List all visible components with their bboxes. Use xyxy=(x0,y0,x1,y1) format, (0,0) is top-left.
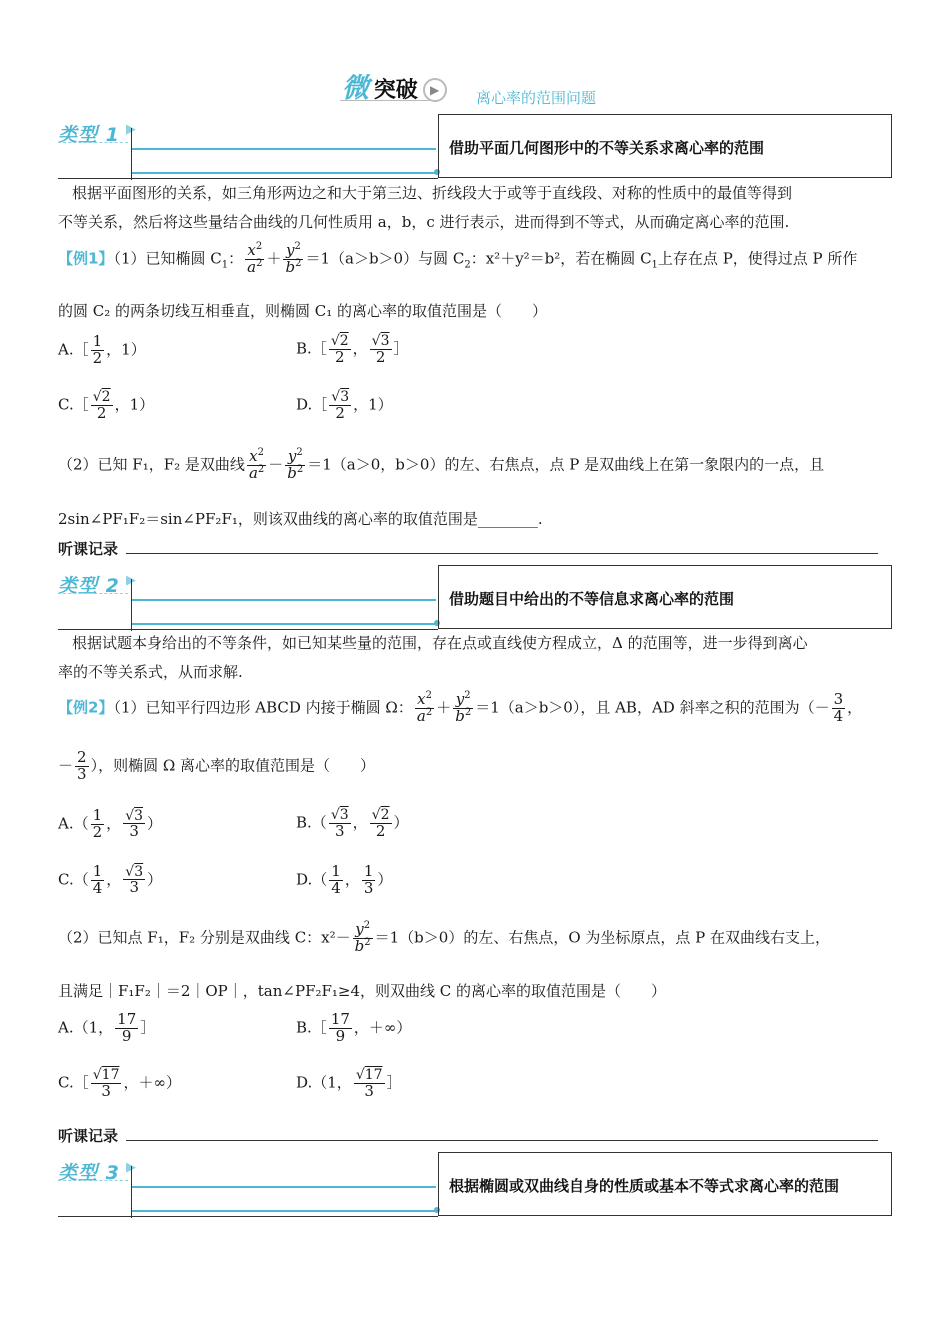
ex2-q2-line2: 且满足｜F₁F₂｜＝2｜OP｜，tan∠PF₂F₁≥4，则双曲线 C 的离心率的取值范围是（ ） xyxy=(58,982,667,1000)
brand-underline xyxy=(340,100,436,101)
divider xyxy=(132,1210,436,1212)
ex2-q1-line1: 【例2】（1）已知平行四边形 ABCD 内接于椭圆 Ω： $\frac{x^2}{a^2}$ ＋ $\frac{y^2}{b^2}$ ＝1（a＞b＞0），且 AB，AD 斜率之积的范围为（－ $\frac{3}{4}$ ， xyxy=(58,690,863,725)
type2-intro-1: 根据试题本身给出的不等条件，如已知某些量的范围，存在点或直线使方程成立，Δ 的范围等，进一步得到离心 xyxy=(72,634,808,652)
type1-title-box xyxy=(438,114,892,178)
ex1-q2-line1: （2）已知 F₁，F₂ 是双曲线 $\frac{x^2}{a^2}$ － $\frac{y^2}{b^2}$ ＝1（a＞0，b＞0）的左、右焦点，点 P 是双曲线上在第一象限内的一点，且 xyxy=(58,447,825,482)
divider xyxy=(58,1216,438,1217)
type2-label: 类型 2 xyxy=(58,575,120,597)
type2-title: 借助题目中给出的不等信息求离心率的范围 xyxy=(449,590,735,608)
ex2-label: 【例2】 xyxy=(58,698,114,717)
ex1-option-d: D.［ $\frac{√3}{2}$ ，1） xyxy=(296,389,393,422)
ex1-q1-line1: 【例1】（1）已知椭圆 $C_1$： $\frac{x^2}{a^2}$ ＋ $\frac{y^2}{b^2}$ ＝1（a＞b＞0）与圆 $C_2$：x²＋y²＝b²，若在椭圆 $C_1$上存在点 P，使得过点 P 所作 xyxy=(58,241,858,276)
ex2-option-a: A.（ $\frac{1}{2}$ ， $\frac{√3}{3}$ ） xyxy=(58,806,163,841)
divider xyxy=(58,1180,128,1181)
divider xyxy=(58,593,128,594)
arrow-right-icon: ▶ xyxy=(126,122,136,137)
ex1-option-c: C.［ $\frac{√2}{2}$ ，1） xyxy=(58,389,155,422)
ex2q2-option-a: A.（1， $\frac{17}{9}$ ］ xyxy=(58,1010,156,1045)
ex1-q1-line2: 的圆 C₂ 的两条切线互相垂直，则椭圆 C₁ 的离心率的取值范围是（ ） xyxy=(58,302,548,320)
type2-title-box xyxy=(438,565,892,629)
ex2-q1-line2: － $\frac{2}{3}$ ），则椭圆 Ω 离心率的取值范围是（ ） xyxy=(58,748,376,783)
type3-title: 根据椭圆或双曲线自身的性质或基本不等式求离心率的范围 xyxy=(449,1177,840,1195)
type3-label: 类型 3 xyxy=(58,1162,120,1184)
divider xyxy=(132,623,436,625)
notes-label: 听课记录 xyxy=(58,540,119,558)
notes-line[interactable] xyxy=(126,553,878,554)
brand-logo: 微 xyxy=(342,73,369,104)
divider xyxy=(58,142,128,143)
ex2q2-option-c: C.［ $\frac{√17}{3}$ ，＋∞） xyxy=(58,1067,181,1100)
ex1-option-a: A.［ $\frac{1}{2}$ ，1） xyxy=(58,332,146,367)
ex2-option-d: D.（ $\frac{1}{4}$ ， $\frac{1}{3}$ ） xyxy=(296,862,393,897)
divider xyxy=(132,148,436,150)
type2-intro-2: 率的不等关系式，从而求解. xyxy=(58,663,243,681)
divider xyxy=(132,172,436,174)
ex2q2-option-d: D.（1， $\frac{√17}{3}$ ］ xyxy=(296,1067,402,1100)
divider xyxy=(132,599,436,601)
divider xyxy=(132,1186,436,1188)
notes-label-2: 听课记录 xyxy=(58,1127,119,1145)
notes-line-2[interactable] xyxy=(126,1140,878,1141)
type1-title: 借助平面几何图形中的不等关系求离心率的范围 xyxy=(449,139,765,157)
ex2q2-option-b: B.［ $\frac{17}{9}$ ，＋∞） xyxy=(296,1010,412,1045)
divider xyxy=(58,178,438,179)
page-subtitle: 离心率的范围问题 xyxy=(476,89,597,107)
ex2-q2-line1: （2）已知点 F₁，F₂ 分别是双曲线 C：x²－ $\frac{y^2}{b^2}$ ＝1（b＞0）的左、右焦点，O 为坐标原点，点 P 在双曲线右支上， xyxy=(58,920,831,955)
ex1-label: 【例1】 xyxy=(58,249,114,268)
type1-label: 类型 1 xyxy=(58,124,120,146)
ex1-q2-line2: 2sin∠PF₁F₂＝sin∠PF₂F₁，则该双曲线的离心率的取值范围是________. xyxy=(58,510,543,528)
arrow-right-icon: ▶ xyxy=(126,1160,136,1175)
ex2-option-b: B.（ $\frac{√3}{3}$ ， $\frac{√2}{2}$ ） xyxy=(296,807,409,840)
chevron-right-icon: ▶ xyxy=(423,78,447,102)
ex1-option-b: B.［ $\frac{√2}{2}$ ， $\frac{√3}{2}$ ］ xyxy=(296,333,409,366)
brand-title: 突破 xyxy=(373,78,418,103)
type3-title-box xyxy=(438,1152,892,1216)
ex2-option-c: C.（ $\frac{1}{4}$ ， $\frac{√3}{3}$ ） xyxy=(58,862,163,897)
arrow-right-icon: ▶ xyxy=(126,573,136,588)
divider xyxy=(58,629,438,630)
type1-intro-1: 根据平面图形的关系，如三角形两边之和大于第三边、折线段大于或等于直线段、对称的性质中的最值等得到 xyxy=(72,184,793,202)
type1-intro-2: 不等关系，然后将这些量结合曲线的几何性质用 a，b，c 进行表示，进而得到不等式，从而确定离心率的范围. xyxy=(58,213,790,231)
